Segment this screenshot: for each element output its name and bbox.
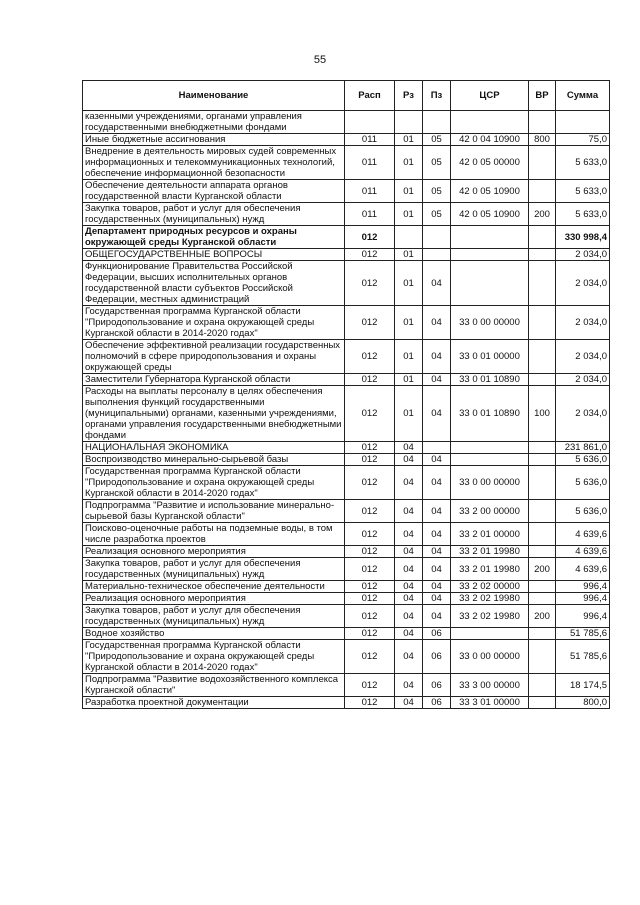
cell-pz: 05 [423,203,451,226]
cell-rasp: 012 [345,386,395,442]
table-row [83,674,610,697]
cell-pz: 04 [423,581,451,593]
cell-pz: 04 [423,523,451,546]
cell-name: Государственная программа Курганской области "Природопользование и охрана окружающей среды Курганской области в 2014-2020 годах" [83,306,345,340]
cell-rz: 01 [395,340,423,374]
cell-pz: 04 [423,340,451,374]
cell-rz: 04 [395,593,423,605]
cell-vr [529,146,556,180]
cell-rz: 01 [395,249,423,261]
cell-csr: 42 0 05 10900 [451,203,529,226]
cell-vr [529,374,556,386]
table-row [83,226,610,249]
cell-rz [395,111,423,134]
cell-vr [529,674,556,697]
cell-csr: 33 2 02 00000 [451,581,529,593]
cell-rz: 01 [395,180,423,203]
cell-csr [451,261,529,306]
cell-rz: 04 [395,466,423,500]
cell-vr [529,546,556,558]
cell-name: Воспроизводство минерально-сырьевой базы [83,454,345,466]
cell-rasp: 012 [345,454,395,466]
table-row [83,697,610,709]
cell-pz: 04 [423,605,451,628]
cell-rasp: 011 [345,134,395,146]
cell-rasp: 012 [345,374,395,386]
cell-csr: 33 2 02 19980 [451,605,529,628]
cell-pz: 05 [423,134,451,146]
cell-rasp: 012 [345,226,395,249]
cell-csr: 33 0 00 00000 [451,306,529,340]
cell-sum: 4 639,6 [556,546,610,558]
cell-pz: 04 [423,500,451,523]
cell-rz: 01 [395,374,423,386]
cell-name: Разработка проектной документации [83,697,345,709]
table-row [83,628,610,640]
cell-sum: 75,0 [556,134,610,146]
cell-sum: 51 785,6 [556,640,610,674]
cell-sum: 51 785,6 [556,628,610,640]
cell-rasp: 012 [345,674,395,697]
cell-pz: 04 [423,558,451,581]
cell-pz: 06 [423,640,451,674]
cell-name: казенными учреждениями, органами управления государственными внебюджетными фондами [83,111,345,134]
cell-pz [423,249,451,261]
cell-rz: 04 [395,581,423,593]
cell-name: Департамент природных ресурсов и охраны окружающей среды Курганской области [83,226,345,249]
cell-rasp: 012 [345,605,395,628]
cell-rz: 04 [395,500,423,523]
cell-pz [423,111,451,134]
cell-pz: 06 [423,697,451,709]
cell-vr [529,697,556,709]
cell-csr: 33 2 01 00000 [451,523,529,546]
cell-pz: 04 [423,593,451,605]
cell-vr [529,249,556,261]
cell-rz: 04 [395,454,423,466]
table-row [83,203,610,226]
cell-pz: 05 [423,180,451,203]
table-row [83,111,610,134]
table-row [83,466,610,500]
cell-sum: 5 636,0 [556,454,610,466]
cell-name: Государственная программа Курганской области "Природопользование и охрана окружающей среды Курганской области в 2014-2020 годах" [83,466,345,500]
cell-csr: 42 0 05 10900 [451,180,529,203]
header-name: Наименование [83,81,345,111]
cell-rasp: 012 [345,697,395,709]
cell-name: Реализация основного мероприятия [83,546,345,558]
cell-sum: 2 034,0 [556,306,610,340]
cell-sum: 5 636,0 [556,466,610,500]
cell-pz [423,226,451,249]
cell-csr [451,249,529,261]
cell-csr [451,442,529,454]
cell-rz: 01 [395,306,423,340]
cell-name: Водное хозяйство [83,628,345,640]
cell-name: Материально-техническое обеспечение деятельности [83,581,345,593]
cell-sum: 800,0 [556,697,610,709]
cell-rz: 04 [395,546,423,558]
cell-rasp: 012 [345,640,395,674]
cell-rz: 04 [395,523,423,546]
cell-vr: 200 [529,203,556,226]
cell-sum: 5 636,0 [556,500,610,523]
cell-csr: 42 0 04 10900 [451,134,529,146]
cell-rasp: 012 [345,558,395,581]
cell-sum: 996,4 [556,581,610,593]
cell-sum: 4 639,6 [556,523,610,546]
table-row [83,442,610,454]
cell-csr: 33 3 00 00000 [451,674,529,697]
budget-table [82,80,610,709]
cell-name: Подпрограмма "Развитие и использование минерально-сырьевой базы Курганской области" [83,500,345,523]
cell-name: Закупка товаров, работ и услуг для обеспечения государственных (муниципальных) нужд [83,605,345,628]
cell-sum: 996,4 [556,605,610,628]
table-body [83,111,610,709]
cell-name: Закупка товаров, работ и услуг для обеспечения государственных (муниципальных) нужд [83,558,345,581]
cell-rz: 01 [395,134,423,146]
table-row [83,500,610,523]
cell-pz: 05 [423,146,451,180]
header-csr: ЦСР [451,81,529,111]
cell-pz: 04 [423,546,451,558]
page-number: 55 [313,54,327,66]
cell-vr [529,500,556,523]
cell-pz: 04 [423,386,451,442]
cell-vr [529,226,556,249]
cell-csr [451,454,529,466]
cell-sum: 2 034,0 [556,374,610,386]
cell-sum: 231 861,0 [556,442,610,454]
cell-csr: 33 2 01 19980 [451,546,529,558]
cell-rasp: 012 [345,581,395,593]
table-row [83,134,610,146]
cell-csr: 33 2 02 19980 [451,593,529,605]
cell-rasp: 012 [345,546,395,558]
table-row [83,523,610,546]
table-row [83,454,610,466]
cell-vr: 200 [529,558,556,581]
cell-pz [423,442,451,454]
cell-vr [529,628,556,640]
cell-vr [529,306,556,340]
cell-pz: 06 [423,674,451,697]
cell-rasp [345,111,395,134]
cell-rasp: 012 [345,500,395,523]
cell-rasp: 012 [345,306,395,340]
cell-sum: 4 639,6 [556,558,610,581]
header-pz: Пз [423,81,451,111]
cell-name: Реализация основного мероприятия [83,593,345,605]
cell-rasp: 011 [345,180,395,203]
cell-sum: 330 998,4 [556,226,610,249]
cell-rasp: 012 [345,261,395,306]
table-row [83,605,610,628]
cell-vr [529,111,556,134]
cell-csr: 33 0 01 10890 [451,386,529,442]
cell-sum: 5 633,0 [556,180,610,203]
cell-vr [529,261,556,306]
cell-vr: 800 [529,134,556,146]
cell-pz: 04 [423,454,451,466]
cell-name: НАЦИОНАЛЬНАЯ ЭКОНОМИКА [83,442,345,454]
cell-rasp: 011 [345,146,395,180]
cell-csr: 42 0 05 00000 [451,146,529,180]
cell-sum: 2 034,0 [556,261,610,306]
cell-pz: 04 [423,261,451,306]
table-row [83,249,610,261]
cell-rz: 04 [395,697,423,709]
cell-name: Обеспечение эффективной реализации государственных полномочий в сфере природопользования и охраны окружающей среды [83,340,345,374]
cell-pz: 04 [423,306,451,340]
cell-sum: 2 034,0 [556,249,610,261]
cell-name: Подпрограмма "Развитие водохозяйственного комплекса Курганской области" [83,674,345,697]
cell-sum: 18 174,5 [556,674,610,697]
cell-rasp: 012 [345,593,395,605]
table-row [83,640,610,674]
cell-csr: 33 0 01 00000 [451,340,529,374]
cell-pz: 04 [423,374,451,386]
cell-sum: 2 034,0 [556,340,610,374]
cell-name: Государственная программа Курганской области "Природопользование и охрана окружающей среды Курганской области в 2014-2020 годах" [83,640,345,674]
cell-vr [529,180,556,203]
cell-rz: 01 [395,203,423,226]
cell-name: Внедрение в деятельность мировых судей современных информационных и телекоммуникационных технологий, обеспечение информационной безопасности [83,146,345,180]
cell-pz: 06 [423,628,451,640]
cell-name: Расходы на выплаты персоналу в целях обеспечения выполнения функций государственными (муниципальными) органами, казенными учреждениями, органами управления государственными внебюджетными фондами [83,386,345,442]
cell-pz: 04 [423,466,451,500]
table-row [83,306,610,340]
cell-rasp: 012 [345,249,395,261]
cell-name: Иные бюджетные ассигнования [83,134,345,146]
cell-vr [529,442,556,454]
table-row [83,581,610,593]
cell-rasp: 012 [345,466,395,500]
cell-rz: 04 [395,640,423,674]
cell-name: Функционирование Правительства Российской Федерации, высших исполнительных органов государственной власти субъектов Российской Федерации, местных администраций [83,261,345,306]
cell-vr [529,581,556,593]
cell-vr [529,466,556,500]
table-row [83,180,610,203]
cell-name: Поисково-оценочные работы на подземные воды, в том числе разработка проектов [83,523,345,546]
cell-vr: 100 [529,386,556,442]
cell-vr: 200 [529,605,556,628]
cell-csr [451,226,529,249]
cell-rz: 01 [395,261,423,306]
cell-name: ОБЩЕГОСУДАРСТВЕННЫЕ ВОПРОСЫ [83,249,345,261]
cell-sum: 2 034,0 [556,386,610,442]
table-row [83,386,610,442]
cell-rz: 01 [395,386,423,442]
cell-csr [451,628,529,640]
header-vr: ВР [529,81,556,111]
cell-rasp: 012 [345,628,395,640]
cell-csr: 33 2 00 00000 [451,500,529,523]
cell-vr [529,593,556,605]
table-header-row [83,81,610,111]
cell-csr: 33 2 01 19980 [451,558,529,581]
cell-rz: 04 [395,605,423,628]
cell-csr: 33 3 01 00000 [451,697,529,709]
cell-rz: 04 [395,442,423,454]
cell-name: Заместители Губернатора Курганской области [83,374,345,386]
cell-rasp: 011 [345,203,395,226]
cell-rz: 01 [395,146,423,180]
cell-name: Закупка товаров, работ и услуг для обеспечения государственных (муниципальных) нужд [83,203,345,226]
cell-vr [529,454,556,466]
cell-rasp: 012 [345,442,395,454]
cell-rasp: 012 [345,523,395,546]
header-sum: Сумма [556,81,610,111]
cell-name: Обеспечение деятельности аппарата органов государственной власти Курганской области [83,180,345,203]
table-row [83,146,610,180]
cell-vr [529,340,556,374]
cell-rz: 04 [395,558,423,581]
cell-sum: 996,4 [556,593,610,605]
cell-csr: 33 0 00 00000 [451,466,529,500]
header-rz: Рз [395,81,423,111]
cell-csr [451,111,529,134]
cell-rz: 04 [395,628,423,640]
cell-csr: 33 0 01 10890 [451,374,529,386]
cell-sum: 5 633,0 [556,146,610,180]
cell-rasp: 012 [345,340,395,374]
table-row [83,546,610,558]
cell-csr: 33 0 00 00000 [451,640,529,674]
table-row [83,593,610,605]
cell-rz: 04 [395,674,423,697]
cell-sum: 5 633,0 [556,203,610,226]
cell-sum [556,111,610,134]
cell-vr [529,523,556,546]
table-row [83,261,610,306]
cell-vr [529,640,556,674]
table-row [83,558,610,581]
table-row [83,340,610,374]
header-rasp: Расп [345,81,395,111]
table-row [83,374,610,386]
cell-rz [395,226,423,249]
